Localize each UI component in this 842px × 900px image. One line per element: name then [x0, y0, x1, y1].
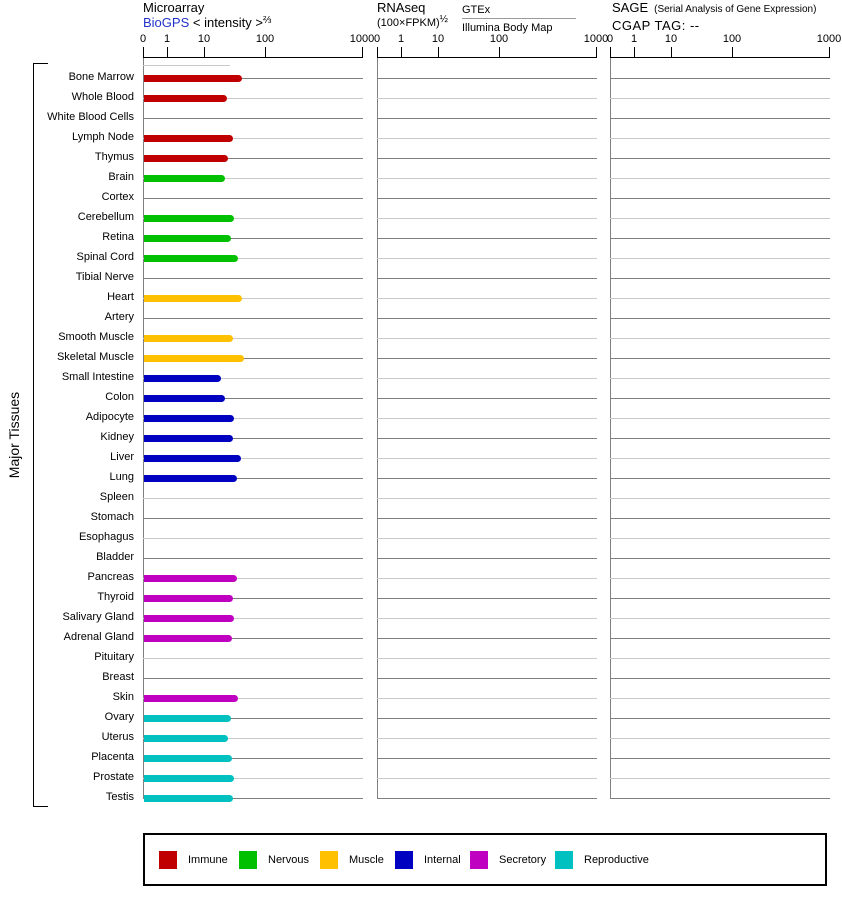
sage-tick-label: 0: [606, 33, 614, 45]
row-line: [377, 538, 597, 539]
tissue-label-thyroid: Thyroid: [97, 591, 134, 603]
tissue-label-kidney: Kidney: [100, 431, 134, 443]
row-line: [610, 78, 830, 79]
rnaseq-header: [377, 1, 448, 30]
row-line: [143, 658, 363, 659]
row-line: [377, 658, 597, 659]
row-line: [377, 738, 597, 739]
internal-swatch: [395, 851, 413, 869]
row-line: [610, 578, 830, 579]
row-line: [377, 298, 597, 299]
rnaseq-title: RNAseq: [377, 0, 426, 15]
bar-salivary-gland: [144, 615, 234, 622]
legend-item-muscle: [320, 851, 384, 869]
row-line: [377, 138, 597, 139]
row-line: [610, 458, 830, 459]
legend-label: Reproductive: [584, 853, 649, 866]
row-line: [377, 278, 597, 279]
rnaseq-tick-label: 1: [397, 33, 405, 45]
tissue-label-prostate: Prostate: [93, 771, 134, 783]
row-line: [610, 198, 830, 199]
gtex-header: [462, 2, 576, 35]
microarray-tick: [143, 47, 144, 58]
rnaseq-tick-label: 10: [431, 33, 445, 45]
bar-adipocyte: [144, 415, 234, 422]
microarray-tick-label: 1000: [349, 33, 375, 45]
bar-liver: [144, 455, 241, 462]
tissue-label-lymph-node: Lymph Node: [72, 131, 134, 143]
row-line: [610, 318, 830, 319]
row-line: [610, 258, 830, 259]
tissue-label-tibial-nerve: Tibial Nerve: [75, 271, 134, 283]
row-line: [377, 498, 597, 499]
sage-tick: [634, 47, 635, 58]
immune-swatch: [159, 851, 177, 869]
row-line: [377, 118, 597, 119]
y-axis-title: Major Tissues: [6, 391, 22, 479]
sage-panel: [606, 33, 842, 799]
row-line: [377, 178, 597, 179]
microarray-tick-label: 10: [197, 33, 211, 45]
legend-label: Internal: [424, 853, 461, 866]
legend-item-reproductive: [555, 851, 649, 869]
bar-skeletal-muscle: [144, 355, 244, 362]
row-line: [610, 538, 830, 539]
row-line: [610, 798, 830, 799]
tissue-label-ovary: Ovary: [104, 711, 134, 723]
legend-item-secretory: [470, 851, 546, 869]
row-line: [377, 218, 597, 219]
bar-heart: [144, 295, 242, 302]
legend: [143, 833, 827, 886]
tissue-label-small-intestine: Small Intestine: [61, 371, 134, 383]
microarray-tick-label: 0: [139, 33, 147, 45]
tissue-label-liver: Liver: [110, 451, 134, 463]
tissue-label-cerebellum: Cerebellum: [77, 211, 134, 223]
tissue-label-skin: Skin: [112, 691, 134, 703]
tissue-label-artery: Artery: [104, 311, 134, 323]
row-line: [610, 758, 830, 759]
row-line: [377, 398, 597, 399]
row-line: [610, 178, 830, 179]
rnaseq-panel: [373, 33, 609, 799]
microarray-axis-spine: [143, 58, 144, 799]
row-line: [610, 618, 830, 619]
row-line: [377, 518, 597, 519]
tissue-label-salivary-gland: Salivary Gland: [62, 611, 134, 623]
row-line: [377, 418, 597, 419]
row-line: [377, 358, 597, 359]
tissue-label-lung: Lung: [109, 471, 134, 483]
microarray-tick: [204, 47, 205, 58]
row-line: [377, 698, 597, 699]
tissue-label-smooth-muscle: Smooth Muscle: [58, 331, 134, 343]
row-line: [610, 158, 830, 159]
row-line: [610, 498, 830, 499]
row-line: [377, 558, 597, 559]
tissue-label-spleen: Spleen: [99, 491, 134, 503]
bar-ovary: [144, 715, 231, 722]
microarray-tick-label: 100: [255, 33, 275, 45]
row-line: [610, 598, 830, 599]
rnaseq-tick: [401, 47, 402, 58]
legend-item-immune: [159, 851, 228, 869]
rnaseq-axis-spine: [377, 58, 378, 799]
tissue-label-testis: Testis: [105, 791, 134, 803]
major-tissues-bracket: [33, 63, 48, 807]
microarray-header: [143, 1, 271, 30]
row-line: [610, 658, 830, 659]
row-line: [610, 138, 830, 139]
row-line: [610, 118, 830, 119]
bar-lymph-node: [144, 135, 233, 142]
tissue-label-brain: Brain: [108, 171, 134, 183]
row-line: [377, 258, 597, 259]
tissue-label-adrenal-gland: Adrenal Gland: [63, 631, 134, 643]
row-line: [377, 758, 597, 759]
microarray-panel: [139, 33, 375, 799]
row-line: [377, 158, 597, 159]
row-line: [610, 98, 830, 99]
rnaseq-tick-label: 100: [489, 33, 509, 45]
row-line: [143, 198, 363, 199]
tissue-label-bladder: Bladder: [96, 551, 134, 563]
bar-testis: [144, 795, 233, 802]
tissue-label-heart: Heart: [107, 291, 134, 303]
row-line: [610, 298, 830, 299]
tissue-label-placenta: Placenta: [91, 751, 134, 763]
sage-tick: [732, 47, 733, 58]
row-line: [610, 718, 830, 719]
microarray-tick: [167, 47, 168, 58]
row-line: [610, 238, 830, 239]
rnaseq-subtitle: (100×FPKM): [377, 17, 440, 29]
bar-skin: [144, 695, 238, 702]
illumina-body-map-label: Illumina Body Map: [462, 22, 553, 34]
sage-header: [612, 1, 816, 33]
nervous-swatch: [239, 851, 257, 869]
row-line: [377, 458, 597, 459]
row-line: [610, 398, 830, 399]
sage-tick-label: 10: [664, 33, 678, 45]
secretory-swatch: [470, 851, 488, 869]
reproductive-swatch: [555, 851, 573, 869]
bar-placenta: [144, 755, 232, 762]
tissue-label-spinal-cord: Spinal Cord: [76, 251, 134, 263]
muscle-swatch: [320, 851, 338, 869]
row-line: [377, 618, 597, 619]
row-line: [377, 198, 597, 199]
legend-label: Secretory: [499, 853, 547, 866]
tissue-label-white-blood-cells: White Blood Cells: [47, 111, 134, 123]
row-line: [377, 478, 597, 479]
row-line: [377, 338, 597, 339]
legend-item-nervous: [239, 851, 309, 869]
sage-tick-label: 1000: [816, 33, 842, 45]
cutoff-line: [143, 65, 230, 66]
legend-label: Nervous: [268, 853, 309, 866]
sage-axis-spine: [610, 58, 611, 799]
bar-brain: [144, 175, 225, 182]
bar-prostate: [144, 775, 234, 782]
row-line: [143, 558, 363, 559]
row-line: [377, 678, 597, 679]
legend-item-internal: [395, 851, 461, 869]
bar-pancreas: [144, 575, 237, 582]
microarray-exponent: ⅔: [262, 15, 272, 26]
bar-cerebellum: [144, 215, 234, 222]
tissue-label-skeletal-muscle: Skeletal Muscle: [56, 351, 134, 363]
legend-label: Muscle: [349, 853, 384, 866]
row-line: [610, 698, 830, 699]
microarray-title: Microarray: [143, 0, 205, 15]
microarray-tick: [265, 47, 266, 58]
row-line: [610, 558, 830, 559]
tissue-label-pancreas: Pancreas: [87, 571, 134, 583]
bar-uterus: [144, 735, 228, 742]
bar-adrenal-gland: [144, 635, 232, 642]
bar-lung: [144, 475, 237, 482]
row-line: [377, 778, 597, 779]
microarray-tick: [362, 47, 363, 58]
row-line: [377, 598, 597, 599]
row-line: [377, 318, 597, 319]
row-line: [377, 578, 597, 579]
bar-smooth-muscle: [144, 335, 233, 342]
row-line: [143, 498, 363, 499]
rnaseq-tick: [377, 47, 378, 58]
bar-thyroid: [144, 595, 233, 602]
row-line: [143, 538, 363, 539]
row-line: [377, 98, 597, 99]
tissue-label-whole-blood: Whole Blood: [71, 91, 134, 103]
row-line: [610, 378, 830, 379]
row-line: [610, 778, 830, 779]
microarray-subtitle: < intensity >: [192, 15, 263, 30]
sage-tick-label: 100: [722, 33, 742, 45]
row-line: [143, 318, 363, 319]
row-line: [610, 358, 830, 359]
legend-label: Immune: [188, 853, 228, 866]
bar-spinal-cord: [144, 255, 238, 262]
tissue-label-esophagus: Esophagus: [78, 531, 134, 543]
row-line: [377, 438, 597, 439]
row-line: [377, 78, 597, 79]
bar-whole-blood: [144, 95, 227, 102]
sage-tick: [829, 47, 830, 58]
row-line: [610, 678, 830, 679]
tissue-label-uterus: Uterus: [101, 731, 134, 743]
rnaseq-tick: [596, 47, 597, 58]
row-line: [377, 638, 597, 639]
row-line: [377, 238, 597, 239]
row-line: [143, 678, 363, 679]
cgap-tag-label: CGAP TAG: --: [612, 18, 700, 33]
tissue-label-bone-marrow: Bone Marrow: [68, 71, 134, 83]
sage-tick-label: 1: [630, 33, 638, 45]
gtex-link[interactable]: GTEx: [462, 3, 576, 19]
bar-thymus: [144, 155, 228, 162]
biogps-link[interactable]: BioGPS: [143, 15, 190, 30]
bar-kidney: [144, 435, 233, 442]
tissue-label-cortex: Cortex: [101, 191, 134, 203]
row-line: [610, 638, 830, 639]
rnaseq-tick: [438, 47, 439, 58]
row-line: [610, 438, 830, 439]
sage-title: SAGE: [612, 0, 649, 15]
row-line: [610, 218, 830, 219]
row-line: [377, 798, 597, 799]
row-line: [610, 518, 830, 519]
rnaseq-tick-label: 1000: [583, 33, 609, 45]
row-line: [143, 518, 363, 519]
bar-retina: [144, 235, 231, 242]
tissue-label-breast: Breast: [102, 671, 134, 683]
sage-tick: [610, 47, 611, 58]
row-line: [377, 718, 597, 719]
rnaseq-tick-label: 0: [373, 33, 381, 45]
bar-colon: [144, 395, 225, 402]
sage-note: (Serial Analysis of Gene Expression): [654, 4, 817, 15]
row-line: [143, 278, 363, 279]
rnaseq-tick: [499, 47, 500, 58]
row-line: [610, 418, 830, 419]
bar-bone-marrow: [144, 75, 242, 82]
row-line: [610, 738, 830, 739]
row-line: [143, 118, 363, 119]
tissue-label-pituitary: Pituitary: [94, 651, 134, 663]
tissue-label-stomach: Stomach: [90, 511, 134, 523]
rnaseq-exponent: ½: [439, 14, 449, 25]
tissue-label-colon: Colon: [105, 391, 134, 403]
row-line: [610, 278, 830, 279]
row-line: [610, 338, 830, 339]
tissue-label-adipocyte: Adipocyte: [85, 411, 134, 423]
microarray-tick-label: 1: [163, 33, 171, 45]
tissue-label-thymus: Thymus: [94, 151, 134, 163]
bar-small-intestine: [144, 375, 221, 382]
row-line: [610, 478, 830, 479]
sage-tick: [671, 47, 672, 58]
tissue-label-retina: Retina: [102, 231, 134, 243]
row-line: [377, 378, 597, 379]
